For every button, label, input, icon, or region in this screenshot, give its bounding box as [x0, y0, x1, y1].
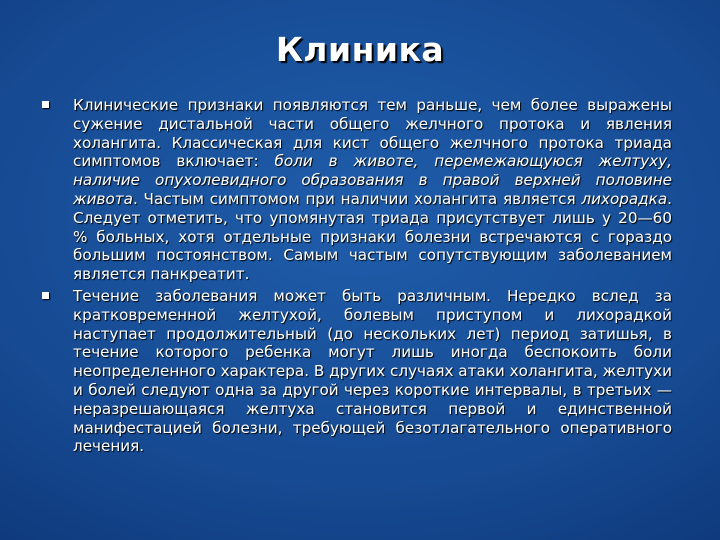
bullet-item-clinical-signs [36, 96, 672, 284]
slide-content [36, 96, 672, 459]
bullet-item-disease-course [36, 287, 672, 456]
paragraph-text: . Частым симптомом при наличии холангита является [132, 189, 582, 208]
triad-symptoms-text: боли в животе, перемежающуюся желтуху, наличие опухолевидного образования в правой верхней половине живота [73, 152, 672, 208]
paragraph-text: Течение заболевания может быть различным. Нередко вслед за кратковременной желтухой, болевым приступом и лихорадкой наступает продолжительный (до нескольких лет) период затишья, в течение которого ребенка могут лишь иногда беспокоить боли неопределенного характера. В других случаях атаки холангита, желтухи и болей следуют одна за другой через короткие интервалы, в третьих — неразрешающаяся желтуха становится первой и единственной манифестацией болезни, требующей безотлагательного оперативного лечения. [73, 286, 672, 456]
paragraph-text: . Следует отметить, что упомянутая триада присутствует лишь у 20—60 % больных, хотя отдельные признаки болезни встречаются с гораздо большим постоянством. Самым частым сопутствующим заболеванием является панкреатит. [73, 189, 672, 284]
slide-title: Клиника [275, 30, 445, 69]
square-bullet-icon [42, 101, 49, 108]
paragraph-text: Клинические признаки появляются тем раньше, чем более выражены сужение дистальной части общего желчного протока и явления холангита. Классическая для кист общего желчного протока триада симптомов включает: [73, 96, 672, 171]
fever-term: лихорадка [581, 189, 668, 208]
square-bullet-icon [42, 292, 49, 299]
